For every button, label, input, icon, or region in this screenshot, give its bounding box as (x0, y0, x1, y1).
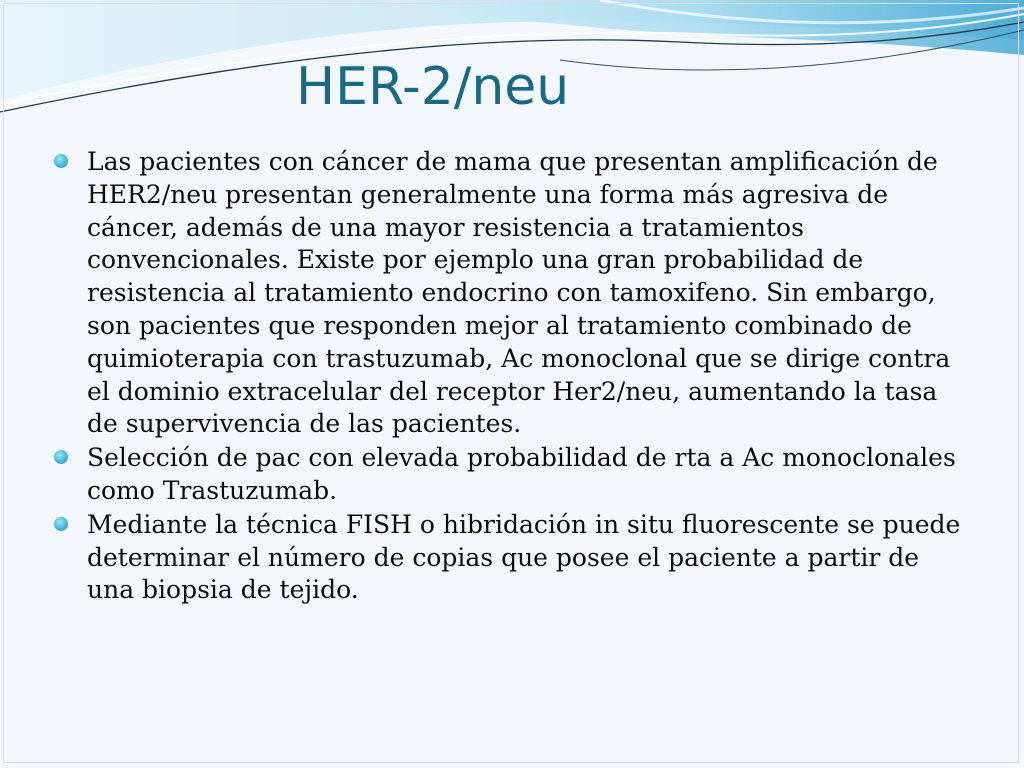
bullet-item (54, 146, 974, 441)
bullet-item (54, 442, 974, 508)
slide-title: HER-2/neu (296, 57, 570, 117)
bullet-list (54, 146, 974, 608)
bullet-text: Mediante la técnica FISH o hibridación in situ fluorescente se puede determinar el número de copias que posee el paciente a partir de una biopsia de tejido. (87, 509, 961, 605)
bullet-item (54, 509, 974, 607)
bullet-text: Las pacientes con cáncer de mama que presentan amplificación de HER2/neu presentan generalmente una forma más agresiva de cáncer, además de una mayor resistencia a tratamientos convencionales. Existe por ejemplo una gran probabilidad de resistencia al tratamiento endocrino con tamoxifeno. Sin embargo, son pacientes que responden mejor al tratamiento combinado de quimioterapia con trastuzumab, Ac monoclonal que se dirige contra el dominio extracelular del receptor Her2/neu, aumentando la tasa de supervivencia de las pacientes. (87, 147, 951, 439)
bullet-text: Selección de pac con elevada probabilidad de rta a Ac monoclonales como Trastuzumab. (87, 443, 956, 505)
bullet-icon (54, 154, 68, 168)
bullet-icon (54, 450, 68, 464)
bullet-icon (54, 517, 68, 531)
